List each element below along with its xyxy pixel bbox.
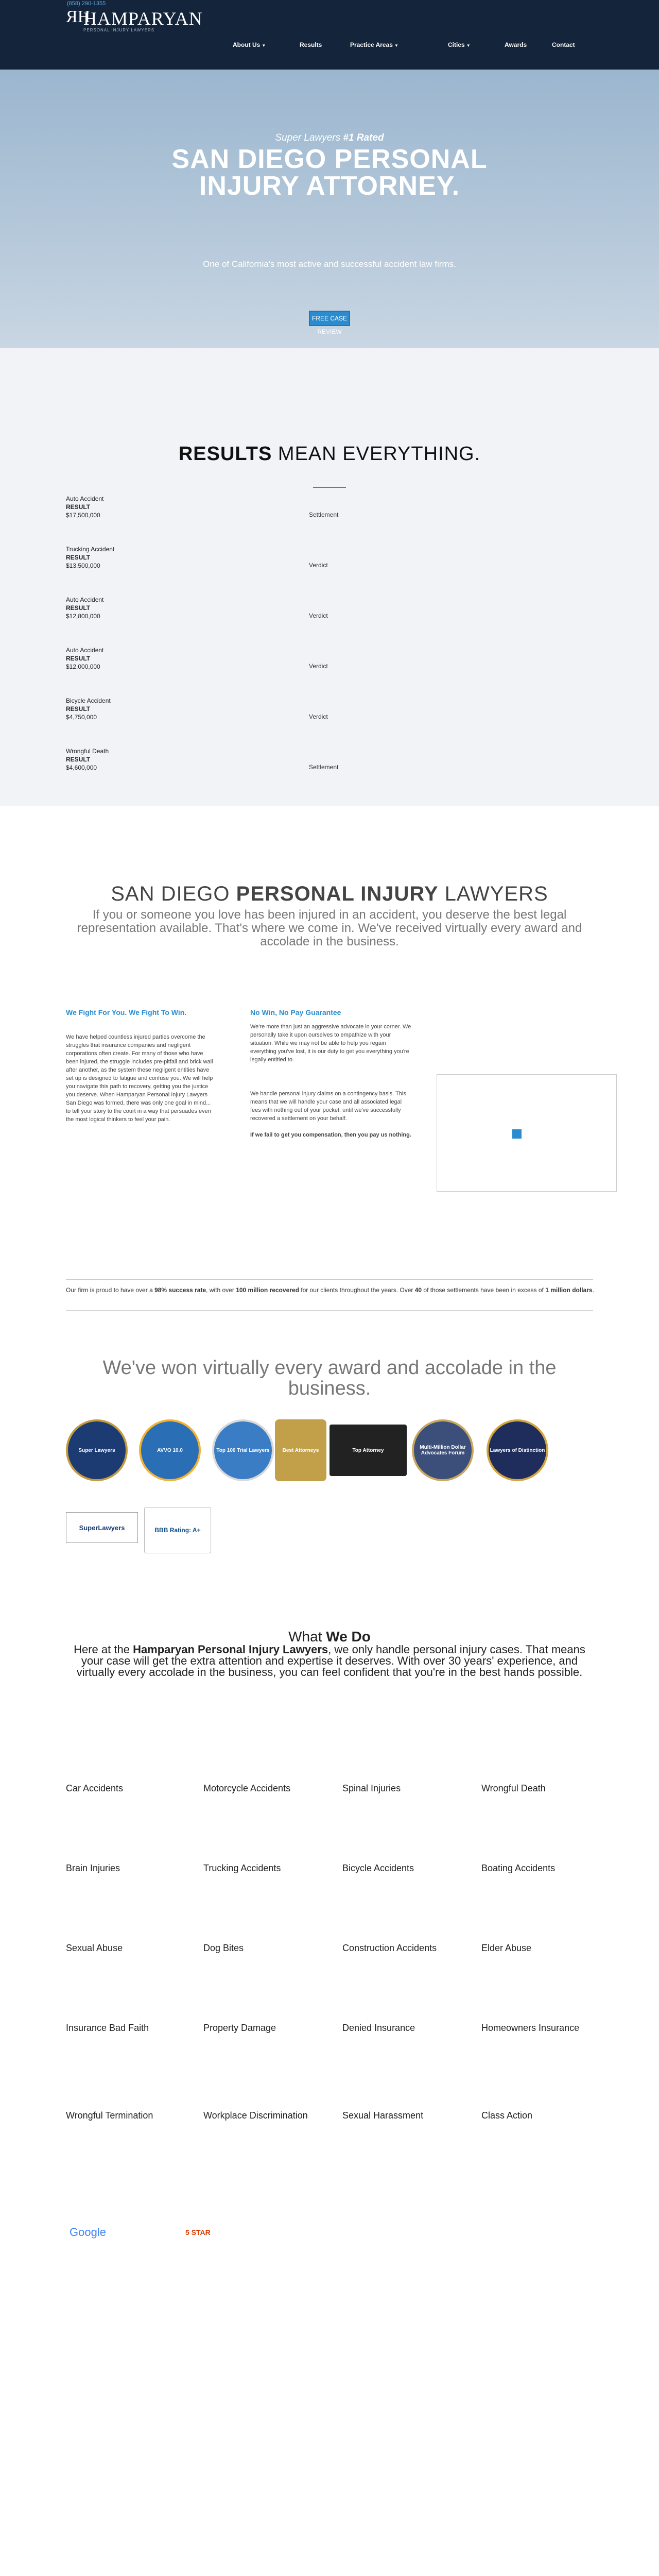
no-win-guarantee: If we fail to get you compensation, then you pay us nothing. [250,1132,411,1138]
result-type: Verdict [309,663,328,670]
hero-section [0,70,659,348]
practice-area-link[interactable]: Denied Insurance [342,2023,415,2033]
stats-bold: 1 million dollars [545,1286,593,1294]
practice-area-link[interactable]: Elder Abuse [481,1943,532,1953]
divider [66,1279,593,1280]
lawyers-title-pre: SAN DIEGO [111,883,236,905]
result-type: Settlement [309,764,339,771]
nav-results[interactable] [300,41,322,48]
wwd-title-pre: What [288,1629,326,1645]
wwd-title-bold: We Do [326,1629,371,1645]
awards-title: We've won virtually every award and accolade in the business. [102,1357,557,1399]
chevron-down-icon: ▼ [466,43,471,48]
stats-bold: 98% success rate [154,1286,206,1294]
result-item [66,646,103,671]
result-amount: $12,800,000 [66,613,100,620]
chevron-down-icon: ▼ [394,43,398,48]
fight-heading: We Fight For You. We Fight To Win. [66,1008,187,1016]
results-section [0,348,659,806]
no-win-text-1: We're more than just an aggressive advocate in your corner. We personally take it upon ourselves to empathize with your situation. While we may not be able to help you regain everything you've lost, it is our duty to get you everything you're legally entitled to. [250,1024,411,1063]
superlawyers-logo: SuperLawyers [66,1512,138,1543]
fight-text: We have helped countless injured parties overcome the struggles that insurance companies and negligent corporations often create. For many of those who have been injured, the struggle includes pre-pitfall and brick wall after another, as the system these negligent entities have set up is designed to fatigue and confuse you. We will help you navigate this path to recovery, getting you the justice you deserve. When Hamparyan Personal Injury Lawyers San Diego was formed, there was only one goal in mind... to tell your story to the court in a way that persuades even the most logical thinkers to feel your pain. [66,1034,213,1123]
no-win-heading: No Win, No Pay Guarantee [250,1008,341,1016]
stats-bold: 100 million recovered [236,1286,299,1294]
practice-area-link[interactable]: Trucking Accidents [203,1863,281,1873]
practice-area-link[interactable]: Boating Accidents [481,1863,556,1873]
hero-rating-bold: #1 Rated [343,132,384,143]
best-attorneys-badge: Best Attorneys [275,1419,326,1481]
result-label: RESULT [66,756,91,763]
practice-area-link[interactable]: Construction Accidents [342,1943,437,1953]
no-win-text-2: We handle personal injury claims on a contingency basis. This means that we will handle your case and all associated legal fees with nothing out of your pocket, until we've successfully recovered a settlement on your behalf. [250,1091,406,1122]
lawyers-title [0,883,659,906]
result-type: Verdict [309,612,328,619]
stats-text: , with over [206,1286,236,1294]
practice-area-link[interactable]: Property Damage [203,2023,276,2033]
five-star-rating: 5 STAR [185,2228,211,2236]
nav-about[interactable] [233,41,266,48]
chevron-down-icon: ▼ [262,43,266,48]
results-title-bold: RESULTS [178,443,272,465]
result-label: RESULT [66,554,91,561]
result-item [66,495,103,519]
google-reviews-logo[interactable]: Google [70,2226,106,2239]
hero-rating [0,132,659,144]
nav-results-label: Results [300,41,322,48]
stats-text: of those settlements have been in excess of [422,1286,546,1294]
video-player[interactable] [437,1074,617,1192]
hero-rating-prefix: Super Lawyers [275,132,343,143]
result-name: Bicycle Accident [66,697,111,704]
multi-million-badge: Multi-Million Dollar Advocates Forum [412,1419,474,1481]
stats-text: for our clients throughout the years. Over [299,1286,415,1294]
wwd-text: , we only handle personal injury cases. That means your case will get the extra attention and expertise it deserves. With over 30 years' experience, and virtually every accolade in the business, you can feel confident that you're in the best hands possible. [76,1643,585,1679]
result-name: Auto Accident [66,596,104,603]
result-name: Auto Accident [66,647,104,654]
stats-text: . [592,1286,594,1294]
practice-area-link[interactable]: Motorcycle Accidents [203,1783,291,1793]
nav-awards-label: Awards [505,41,527,48]
nav-cities-label: Cities [448,41,465,48]
bbb-badge: BBB Rating: A+ [144,1507,211,1553]
results-title [0,443,659,465]
top-100-badge: Top 100 Trial Lawyers [212,1419,274,1481]
hero-title: SAN DIEGO PERSONAL INJURY ATTORNEY. [171,144,488,201]
results-underline [313,487,346,488]
practice-area-link[interactable]: Car Accidents [66,1783,124,1793]
result-amount: $4,600,000 [66,764,97,771]
nav-practice-label: Practice Areas [350,41,393,48]
result-name: Wrongful Death [66,748,109,755]
avvo-badge: AVVO 10.0 [139,1419,201,1481]
practice-area-link[interactable]: Spinal Injuries [342,1783,401,1793]
result-name: Auto Accident [66,495,104,502]
result-label: RESULT [66,604,91,612]
hero-subtitle: One of California's most active and successful accident law firms. [203,259,456,269]
practice-area-link[interactable]: Brain Injuries [66,1863,120,1873]
practice-area-link[interactable]: Sexual Abuse [66,1943,123,1953]
result-type: Verdict [309,713,328,720]
result-item [66,697,111,721]
result-item [66,747,109,772]
stats-text: Our firm is proud to have over a [66,1286,155,1294]
what-we-do-section [0,1595,659,2450]
success-stats [66,1285,596,1295]
top-attorney-badge: Top Attorney [330,1425,407,1476]
practice-area-link[interactable]: Homeowners Insurance [481,2023,580,2033]
divider [66,1310,593,1311]
practice-area-link[interactable]: Class Action [481,2110,533,2121]
logo-tagline: PERSONAL INJURY LAWYERS [83,28,155,32]
result-type: Verdict [309,562,328,569]
wwd-text: Here at the [74,1643,133,1656]
practice-area-link[interactable]: Insurance Bad Faith [66,2023,149,2033]
nav-about-label: About Us [233,41,261,48]
distinction-badge: Lawyers of Distinction [487,1419,548,1481]
result-amount: $17,500,000 [66,512,100,519]
result-label: RESULT [66,655,91,662]
nav-contact-label: Contact [552,41,575,48]
result-amount: $4,750,000 [66,714,97,721]
wwd-bold: Hamparyan Personal Injury Lawyers [133,1643,328,1656]
site-header [0,0,659,70]
results-title-rest: MEAN EVERYTHING. [272,443,481,465]
nav-awards[interactable] [505,41,527,48]
result-item [66,545,114,570]
features-section [0,2450,659,2576]
nav-cities[interactable] [448,41,471,48]
free-case-review-button[interactable]: FREE CASE REVIEW [309,311,350,326]
nav-contact[interactable] [552,41,575,48]
lawyers-section [0,806,659,1358]
lawyers-subtitle: If you or someone you love has been injured in an accident, you deserve the best legal representation available. That's where we come in. We've received virtually every award and accolade in the business. [77,908,582,948]
lawyers-title-bold: PERSONAL INJURY [236,883,439,905]
result-name: Trucking Accident [66,546,115,553]
practice-area-link[interactable]: Workplace Discrimination [203,2110,308,2121]
practice-area-link[interactable]: Bicycle Accidents [342,1863,414,1873]
practice-area-link[interactable]: Wrongful Death [481,1783,546,1793]
result-label: RESULT [66,503,91,511]
result-item [66,596,103,620]
stats-bold: 40 [414,1286,422,1294]
result-type: Settlement [309,511,339,518]
practice-area-link[interactable]: Sexual Harassment [342,2110,424,2121]
result-amount: $12,000,000 [66,663,100,670]
phone-link[interactable]: (858) 290-1355 [67,1,106,7]
nav-practice-areas[interactable] [350,41,398,48]
play-icon[interactable] [512,1129,522,1139]
logo-name[interactable]: HAMPARYAN [83,8,203,29]
awards-section [0,1358,659,1595]
result-amount: $13,500,000 [66,562,100,569]
lawyers-title-post: LAWYERS [438,883,548,905]
super-lawyers-badge: Super Lawyers [66,1419,128,1481]
practice-area-link[interactable]: Dog Bites [203,1943,244,1953]
practice-area-link[interactable]: Wrongful Termination [66,2110,153,2121]
what-we-do-intro [72,1644,587,1678]
logo-mark[interactable]: ЯH [66,7,91,26]
result-label: RESULT [66,705,91,713]
